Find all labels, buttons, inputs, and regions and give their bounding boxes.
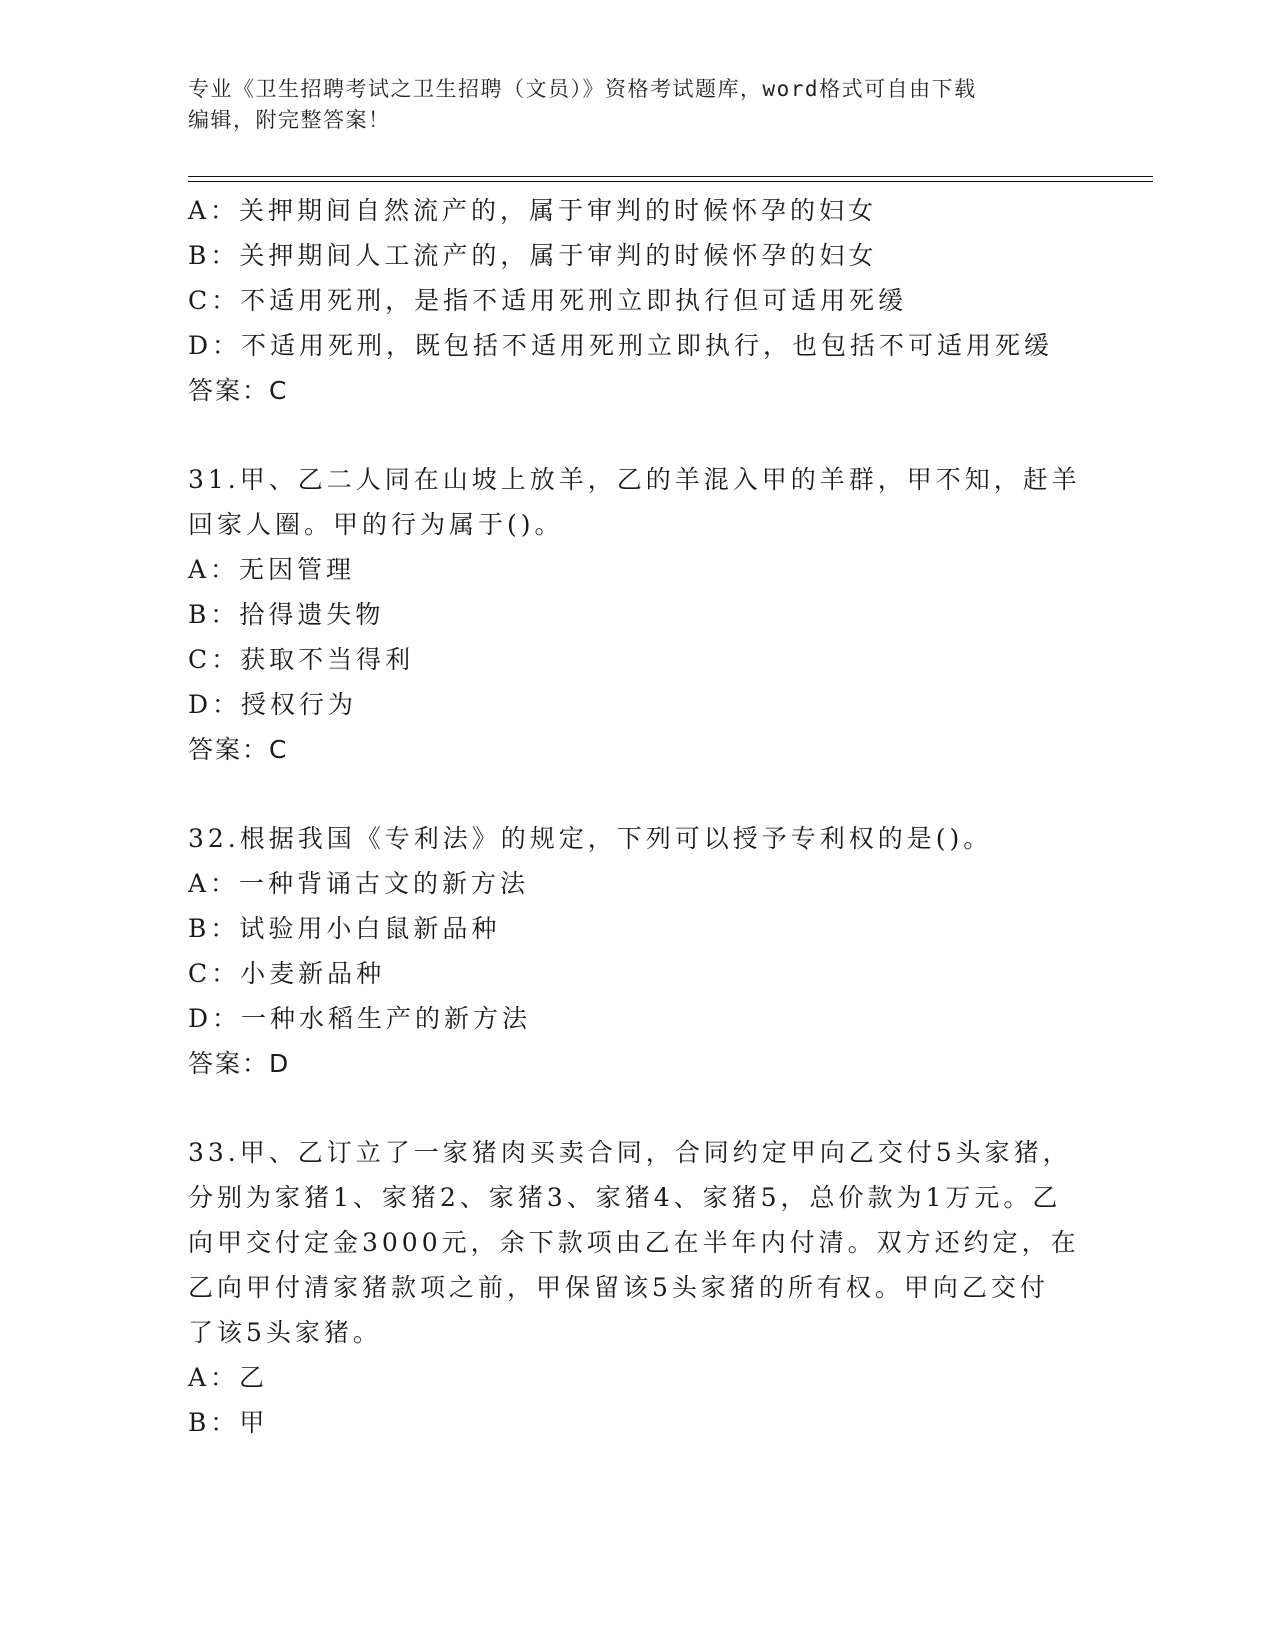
question-stem-line: 了该5头家猪。: [188, 1318, 382, 1347]
option-d: D：一种水稻生产的新方法: [188, 1004, 532, 1033]
option-a: A：一种背诵古文的新方法: [188, 869, 530, 898]
question-32: [188, 816, 1088, 1086]
question-stem-line: 分别为家猪1、家猪2、家猪3、家猪4、家猪5，总价款为1万元。乙: [188, 1183, 1062, 1212]
document-header: [188, 74, 1088, 136]
prev-question: [188, 188, 1088, 413]
question-stem-line: 乙向甲付清家猪款项之前，甲保留该5头家猪的所有权。甲向乙交付: [188, 1273, 1049, 1302]
option-c: C：小麦新品种: [188, 959, 386, 988]
question-31: [188, 457, 1088, 772]
option-c: C：获取不当得利: [188, 645, 415, 674]
question-stem-line: 32.根据我国《专利法》的规定，下列可以授予专利权的是()。: [188, 824, 993, 853]
question-content: [188, 188, 1088, 1445]
question-stem-line: 向甲交付定金3000元，余下款项由乙在半年内付清。双方还约定，在: [188, 1228, 1080, 1257]
option-b: B：试验用小白鼠新品种: [188, 914, 501, 943]
spacer: [188, 772, 1088, 816]
header-line-2: 编辑，附完整答案！: [188, 108, 391, 132]
header-divider-top: [188, 176, 1153, 177]
answer-line: 答案：C: [188, 735, 289, 764]
header-line-1: 专业《卫生招聘考试之卫生招聘（文员）》资格考试题库，word格式可自由下载: [188, 77, 977, 101]
option-a: A：关押期间自然流产的，属于审判的时候怀孕的妇女: [188, 196, 878, 225]
option-a: A：乙: [188, 1363, 269, 1392]
option-b: B：拾得遗失物: [188, 600, 385, 629]
spacer: [188, 1086, 1088, 1130]
question-33: [188, 1130, 1088, 1445]
answer-line: 答案：D: [188, 1049, 291, 1078]
header-divider-bottom: [188, 181, 1153, 182]
option-d: D：授权行为: [188, 690, 358, 719]
option-b: B：甲: [188, 1408, 269, 1437]
spacer: [188, 413, 1088, 457]
answer-line: 答案：C: [188, 376, 289, 405]
question-stem-line: 33.甲、乙订立了一家猪肉买卖合同，合同约定甲向乙交付5头家猪，: [188, 1138, 1072, 1167]
option-a: A：无因管理: [188, 555, 356, 584]
option-c: C：不适用死刑，是指不适用死刑立即执行但可适用死缓: [188, 286, 908, 315]
question-stem-line: 31.甲、乙二人同在山坡上放羊，乙的羊混入甲的羊群，甲不知，赶羊: [188, 465, 1081, 494]
question-stem-line: 回家人圈。甲的行为属于()。: [188, 510, 564, 539]
option-d: D：不适用死刑，既包括不适用死刑立即执行，也包括不可适用死缓: [188, 331, 1054, 360]
option-b: B：关押期间人工流产的，属于审判的时候怀孕的妇女: [188, 241, 878, 270]
